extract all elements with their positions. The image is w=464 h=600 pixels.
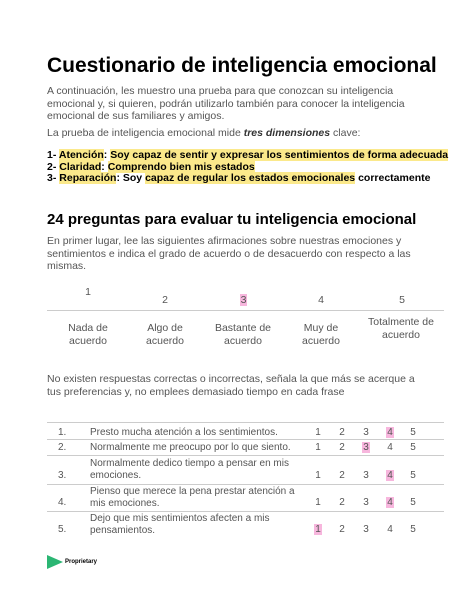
option-4-selected[interactable]: 4 — [387, 470, 393, 481]
scale-label: Algo de acuerdo — [146, 322, 184, 347]
dimension-sep: : — [101, 160, 105, 173]
option-2[interactable]: 2 — [339, 442, 345, 453]
intro-paragraph: A continuación, les muestro una prueba para que conozcan su inteligencia emocional y, si quieren, podrán utilizarlo también para conocer la inteligencia emocional de sus familiares y amigos. — [47, 85, 405, 122]
scale-label: Totalmente de acuerdo — [368, 316, 434, 341]
dimension-sep: : — [116, 172, 120, 184]
question-number: 5. — [58, 524, 67, 535]
option-5[interactable]: 5 — [410, 442, 416, 453]
dimension-prefix: 2- — [47, 160, 57, 173]
question-number: 1. — [58, 427, 67, 438]
dimension-desc: Soy capaz de sentir y expresar los sentimientos de forma adecuada — [110, 149, 449, 161]
question-text: Pienso que merece la pena prestar atención a mis emociones. — [90, 486, 295, 509]
dimension-prefix: 3- — [47, 172, 57, 184]
dimensions-lead-prefix: La prueba de inteligencia emocional mide — [47, 127, 241, 139]
dimension-item — [47, 172, 431, 185]
logo-text: Proprietary — [65, 559, 98, 565]
option-3[interactable]: 3 — [363, 497, 369, 508]
scale-label: Muy de acuerdo — [302, 322, 340, 347]
question-text: Dejo que mis sentimientos afecten a mis pensamientos. — [90, 513, 270, 536]
option-1[interactable]: 1 — [315, 497, 321, 508]
dimension-desc-post: correctamente — [358, 172, 431, 184]
note-paragraph: No existen respuestas correctas o incorrectas, señala la que más se acerque a tus preferencias y, no emplees demasiado tiempo en cada frase — [47, 373, 415, 398]
scale-number: 1 — [85, 286, 91, 298]
option-1[interactable]: 1 — [315, 470, 321, 481]
footer-logo — [47, 555, 97, 569]
option-4-selected[interactable]: 4 — [387, 497, 393, 508]
option-5[interactable]: 5 — [410, 470, 416, 481]
divider — [47, 511, 444, 512]
option-2[interactable]: 2 — [339, 470, 345, 481]
section-title: 24 preguntas para evaluar tu inteligencia emocional — [47, 211, 417, 228]
option-3-selected[interactable]: 3 — [363, 442, 369, 453]
scale-label: Bastante de acuerdo — [214, 322, 272, 347]
question-text: Presto mucha atención a los sentimientos. — [90, 427, 278, 438]
question-text: Normalmente dedico tiempo a pensar en mis emociones. — [90, 458, 289, 481]
option-4[interactable]: 4 — [387, 524, 393, 535]
scale-number: 4 — [318, 294, 324, 306]
option-5[interactable]: 5 — [410, 427, 416, 438]
divider — [47, 455, 444, 456]
dimensions-lead-emphasis: tres dimensiones — [243, 127, 331, 139]
scale-number-highlighted: 3 — [240, 294, 247, 306]
question-number: 2. — [58, 442, 67, 453]
page-title: Cuestionario de inteligencia emocional — [47, 54, 437, 77]
option-4-selected[interactable]: 4 — [387, 427, 393, 438]
question-text: Normalmente me preocupo por lo que siento. — [90, 442, 291, 453]
option-5[interactable]: 5 — [410, 497, 416, 508]
option-2[interactable]: 2 — [339, 524, 345, 535]
dimensions-list — [47, 149, 449, 185]
dimension-name: Reparación — [59, 172, 117, 184]
divider — [47, 484, 444, 485]
option-1-selected[interactable]: 1 — [315, 524, 321, 535]
instructions-paragraph: En primer lugar, lee las siguientes afirmaciones sobre nuestras emociones y sentimientos e indica el grado de acuerdo o de desacuerdo con respecto a las mismas. — [47, 235, 411, 272]
option-3[interactable]: 3 — [363, 524, 369, 535]
dimension-desc-pre: Soy — [122, 172, 143, 184]
scale-number: 2 — [162, 294, 168, 306]
dimension-prefix: 1- — [47, 149, 57, 161]
option-2[interactable]: 2 — [339, 497, 345, 508]
divider — [47, 439, 444, 440]
dimensions-lead-suffix: clave: — [333, 127, 361, 139]
option-3[interactable]: 3 — [363, 470, 369, 481]
dimension-desc: Comprendo bien mis estados — [107, 160, 255, 173]
question-number: 4. — [58, 497, 67, 508]
option-1[interactable]: 1 — [315, 427, 321, 438]
scale-label: Nada de acuerdo — [68, 322, 108, 347]
question-number: 3. — [58, 470, 67, 481]
dimensions-lead — [47, 127, 360, 139]
divider — [47, 422, 444, 423]
dimension-name: Atención — [58, 149, 104, 161]
option-2[interactable]: 2 — [339, 427, 345, 438]
option-3[interactable]: 3 — [363, 427, 369, 438]
dimension-sep: : — [103, 149, 108, 161]
divider — [47, 310, 444, 311]
scale-number: 5 — [399, 294, 405, 306]
dimension-desc-highlight: capaz de regular los estados emocionales — [145, 172, 356, 184]
dimension-name: Claridad — [59, 160, 102, 173]
option-1[interactable]: 1 — [315, 442, 321, 453]
logo-icon — [47, 555, 63, 569]
option-4[interactable]: 4 — [387, 442, 393, 453]
option-5[interactable]: 5 — [410, 524, 416, 535]
